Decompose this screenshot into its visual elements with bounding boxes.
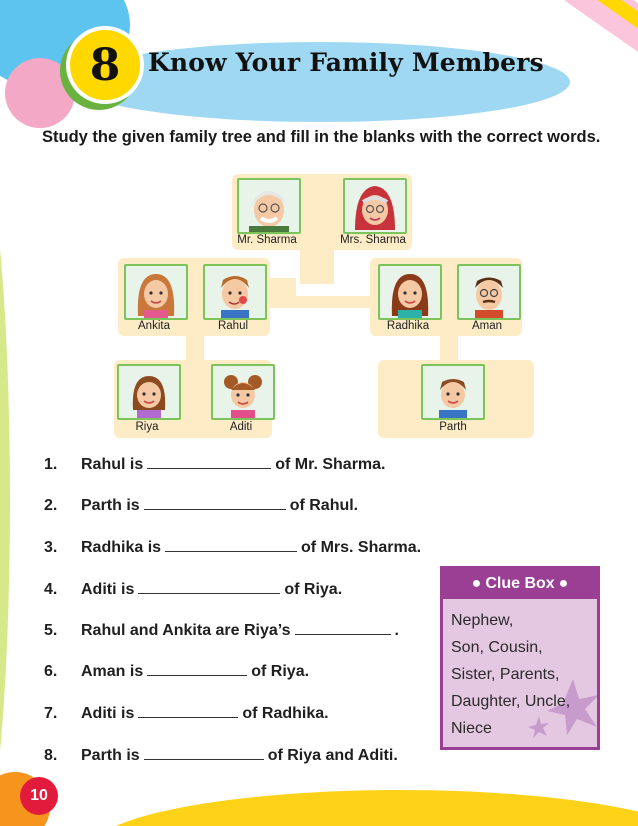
member-name: Mrs. Sharma bbox=[340, 234, 406, 246]
clue-word: Niece bbox=[451, 720, 492, 737]
question-text: Rahul and Ankita are Riya’s bbox=[81, 622, 291, 639]
question-text: of Riya and Aditi. bbox=[267, 747, 398, 764]
clue-word: Daughter, Uncle, bbox=[451, 693, 571, 710]
question-text: of Mr. Sharma. bbox=[275, 456, 386, 473]
answer-blank[interactable] bbox=[165, 537, 297, 552]
member-name: Riya bbox=[135, 421, 159, 433]
bullet-dot-icon: ● bbox=[471, 575, 482, 592]
grandfather-icon bbox=[237, 178, 301, 234]
clue-word: Sister, Parents, bbox=[451, 666, 560, 683]
clue-word: Son, Cousin, bbox=[451, 639, 543, 656]
answer-blank[interactable] bbox=[147, 661, 247, 676]
question-number: 6. bbox=[44, 663, 58, 680]
member-name: Aditi bbox=[229, 421, 253, 433]
decor-bottom-yellow-wave bbox=[90, 790, 638, 826]
tree-connector bbox=[300, 248, 334, 284]
question-number: 7. bbox=[44, 705, 58, 722]
question-text: Parth is bbox=[81, 497, 140, 514]
girl-icon bbox=[211, 364, 275, 420]
instruction-text: Study the given family tree and fill in the blanks with the correct words. bbox=[42, 128, 601, 146]
question-item bbox=[44, 703, 329, 723]
question-text: Parth is bbox=[81, 747, 140, 764]
member-name: Rahul bbox=[217, 320, 249, 332]
question-item bbox=[44, 745, 398, 765]
clue-box-title: Clue Box bbox=[485, 575, 555, 592]
question-item bbox=[44, 661, 309, 681]
member-name: Ankita bbox=[138, 320, 170, 332]
question-text: of Mrs. Sharma. bbox=[301, 539, 422, 556]
man-icon bbox=[203, 264, 267, 320]
question-number: 8. bbox=[44, 747, 58, 764]
man-icon bbox=[457, 264, 521, 320]
answer-blank[interactable] bbox=[138, 703, 238, 718]
answer-blank[interactable] bbox=[144, 745, 264, 760]
question-number: 4. bbox=[44, 581, 58, 598]
question-number: 3. bbox=[44, 539, 58, 556]
question-text: Aditi is bbox=[81, 581, 135, 598]
question-text: Radhika is bbox=[81, 539, 162, 556]
question-text: Aman is bbox=[81, 663, 144, 680]
question-item bbox=[44, 495, 358, 515]
answer-blank[interactable] bbox=[295, 620, 391, 635]
member-name: Mr. Sharma bbox=[237, 234, 297, 246]
woman-icon bbox=[124, 264, 188, 320]
question-number: 2. bbox=[44, 497, 58, 514]
chapter-title: Know Your Family Members bbox=[148, 48, 544, 77]
answer-blank[interactable] bbox=[144, 495, 286, 510]
clue-box bbox=[440, 566, 600, 750]
question-text: . bbox=[394, 622, 399, 639]
question-number: 1. bbox=[44, 456, 58, 473]
question-text: of Rahul. bbox=[289, 497, 359, 514]
member-name: Aman bbox=[471, 320, 503, 332]
woman-icon bbox=[378, 264, 442, 320]
question-text: of Radhika. bbox=[242, 705, 329, 722]
bullet-dot-icon: ● bbox=[558, 575, 569, 592]
answer-blank[interactable] bbox=[147, 454, 271, 469]
page-number: 10 bbox=[20, 777, 58, 815]
question-text: Rahul is bbox=[81, 456, 144, 473]
clue-words bbox=[451, 607, 595, 742]
clue-box-header bbox=[443, 569, 597, 599]
question-number: 5. bbox=[44, 622, 58, 639]
question-item bbox=[44, 537, 421, 557]
decor-green-arc bbox=[0, 120, 10, 826]
member-name: Parth bbox=[439, 421, 467, 433]
member-name: Radhika bbox=[386, 320, 430, 332]
boy-icon bbox=[421, 364, 485, 420]
chapter-number-badge: 8 bbox=[66, 26, 144, 104]
decor-pink-circle bbox=[5, 58, 75, 128]
grandmother-icon bbox=[343, 178, 407, 234]
clue-word: Nephew, bbox=[451, 612, 514, 629]
question-item bbox=[44, 454, 385, 474]
girl-icon bbox=[117, 364, 181, 420]
question-item bbox=[44, 620, 399, 640]
question-text: of Riya. bbox=[284, 581, 343, 598]
question-text: of Riya. bbox=[251, 663, 310, 680]
tree-connector bbox=[270, 296, 370, 308]
tree-connector bbox=[186, 334, 204, 362]
tree-connector bbox=[440, 334, 458, 362]
answer-blank[interactable] bbox=[138, 579, 280, 594]
question-item bbox=[44, 579, 342, 599]
question-text: Aditi is bbox=[81, 705, 135, 722]
